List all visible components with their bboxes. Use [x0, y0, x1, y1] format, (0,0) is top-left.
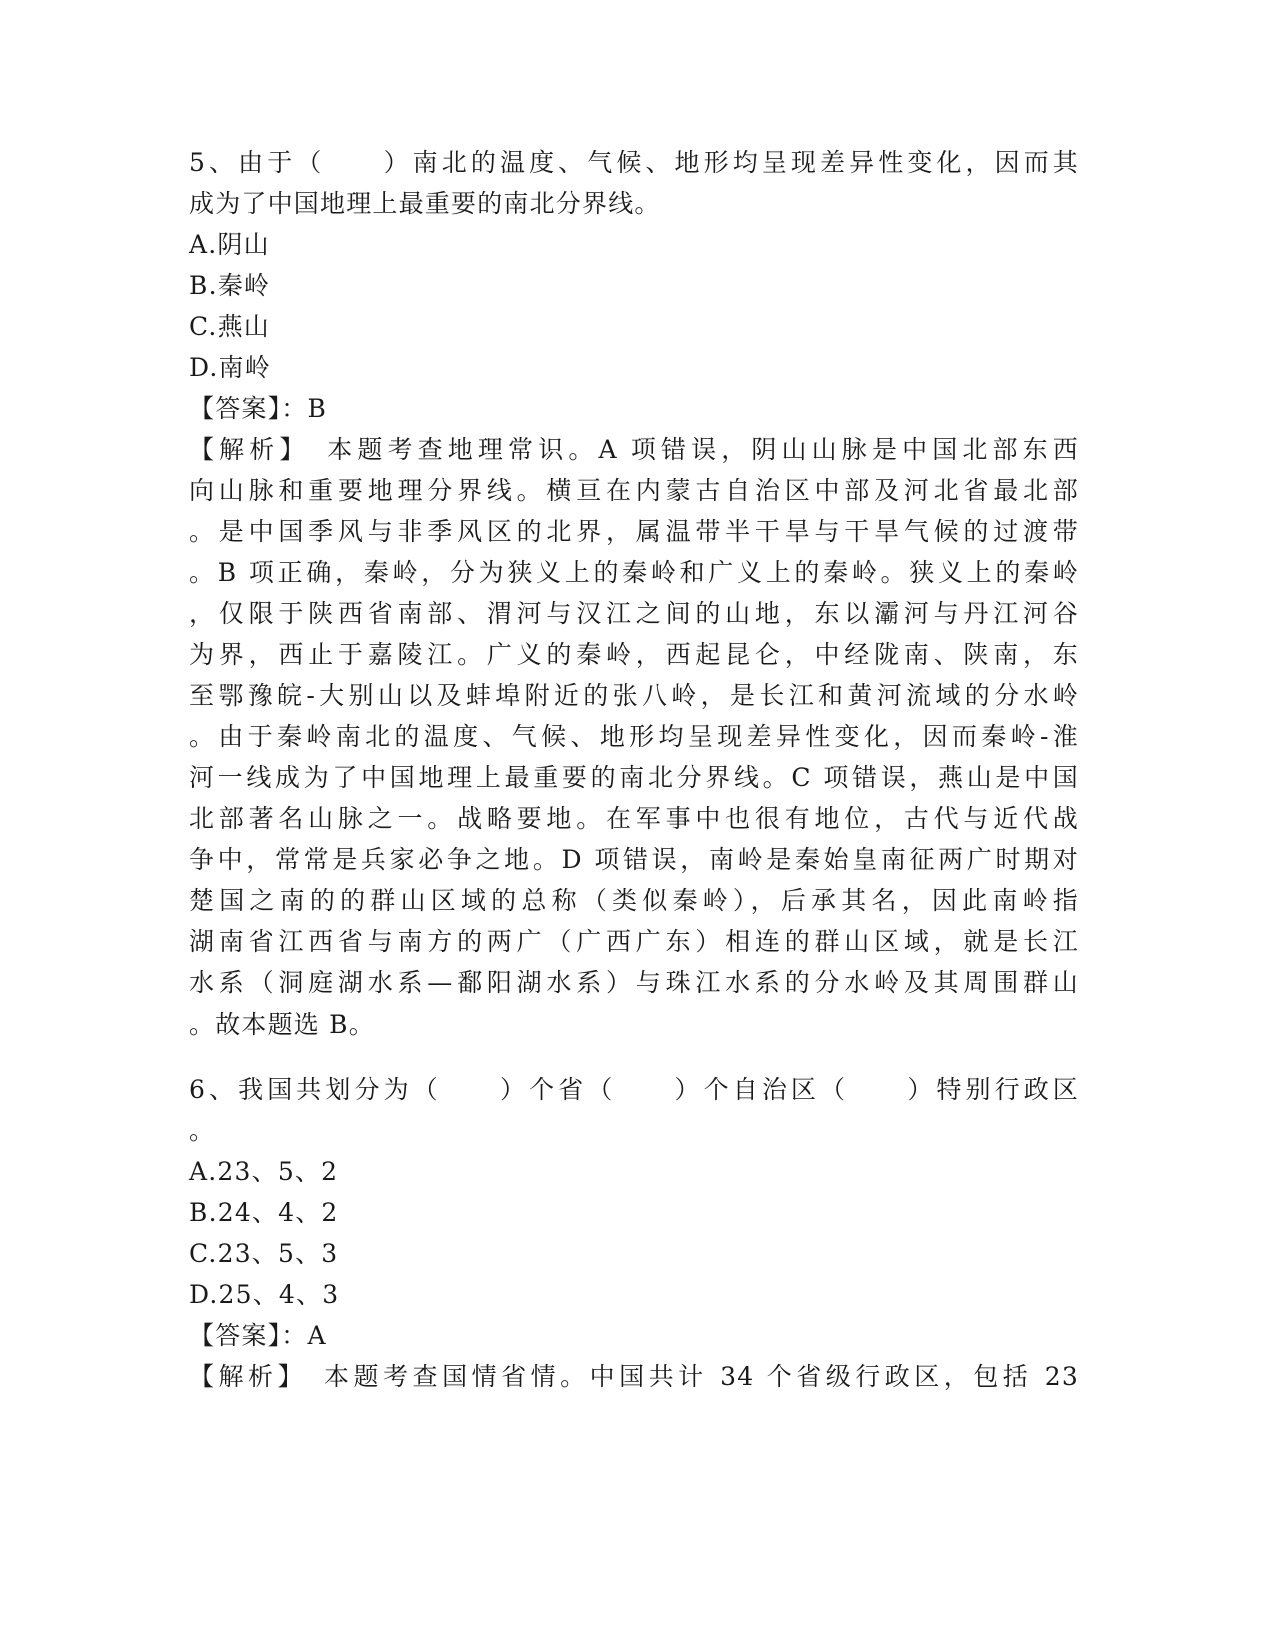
answer-line: 【答案】：A — [189, 1321, 327, 1350]
analysis-line: ，仅限于陕西省南部、渭河与汉江之间的山地，东以灞河与丹江河谷 — [189, 599, 1079, 628]
answer-line: 【答案】：B — [189, 394, 328, 423]
analysis-line: 。B 项正确，秦岭，分为狭义上的秦岭和广义上的秦岭。狭义上的秦岭 — [189, 558, 1079, 587]
analysis-line: 。故本题选 B。 — [189, 1010, 375, 1039]
option-c: C.23、5、3 — [189, 1239, 339, 1268]
analysis-line: 水系（洞庭湖水系—鄱阳湖水系）与珠江水系的分水岭及其周围群山 — [189, 968, 1079, 997]
option-c: C.燕山 — [189, 312, 270, 341]
analysis-line: 向山脉和重要地理分界线。横亘在内蒙古自治区中部及河北省最北部 — [189, 476, 1079, 505]
analysis-line: 。由于秦岭南北的温度、气候、地形均呈现差异性变化，因而秦岭-淮 — [189, 722, 1079, 751]
question-stem-line: 6、我国共划分为（ ）个省（ ）个自治区（ ）特别行政区 — [189, 1075, 1079, 1104]
question-stem-line: 。 — [189, 1116, 216, 1145]
analysis-line: 【解析】 本题考查地理常识。A 项错误，阴山山脉是中国北部东西 — [189, 435, 1079, 464]
option-b: B.24、4、2 — [189, 1198, 339, 1227]
analysis-line: 楚国之南的的群山区域的总称（类似秦岭），后承其名，因此南岭指 — [189, 886, 1079, 915]
analysis-line: 为界，西止于嘉陵江。广义的秦岭，西起昆仑，中经陇南、陕南，东 — [189, 640, 1079, 669]
question-stem-line: 5、由于（ ）南北的温度、气候、地形均呈现差异性变化，因而其 — [189, 148, 1079, 177]
question-stem-line: 成为了中国地理上最重要的南北分界线。 — [189, 189, 661, 218]
analysis-line: 北部著名山脉之一。战略要地。在军事中也很有地位，古代与近代战 — [189, 804, 1079, 833]
analysis-line: 河一线成为了中国地理上最重要的南北分界线。C 项错误，燕山是中国 — [189, 763, 1079, 792]
analysis-line: 湖南省江西省与南方的两广（广西广东）相连的群山区域，就是长江 — [189, 927, 1079, 956]
option-d: D.25、4、3 — [189, 1280, 340, 1309]
analysis-line: 。是中国季风与非季风区的北界，属温带半干旱与干旱气候的过渡带 — [189, 517, 1079, 546]
analysis-line: 争中，常常是兵家必争之地。D 项错误，南岭是秦始皇南征两广时期对 — [189, 845, 1079, 874]
analysis-line: 至鄂豫皖-大别山以及蚌埠附近的张八岭，是长江和黄河流域的分水岭 — [189, 681, 1079, 710]
option-b: B.秦岭 — [189, 271, 271, 300]
option-a: A.23、5、2 — [189, 1157, 339, 1186]
option-a: A.阴山 — [189, 230, 270, 259]
option-d: D.南岭 — [189, 353, 271, 382]
analysis-line: 【解析】 本题考查国情省情。中国共计 34 个省级行政区，包括 23 — [189, 1362, 1079, 1391]
